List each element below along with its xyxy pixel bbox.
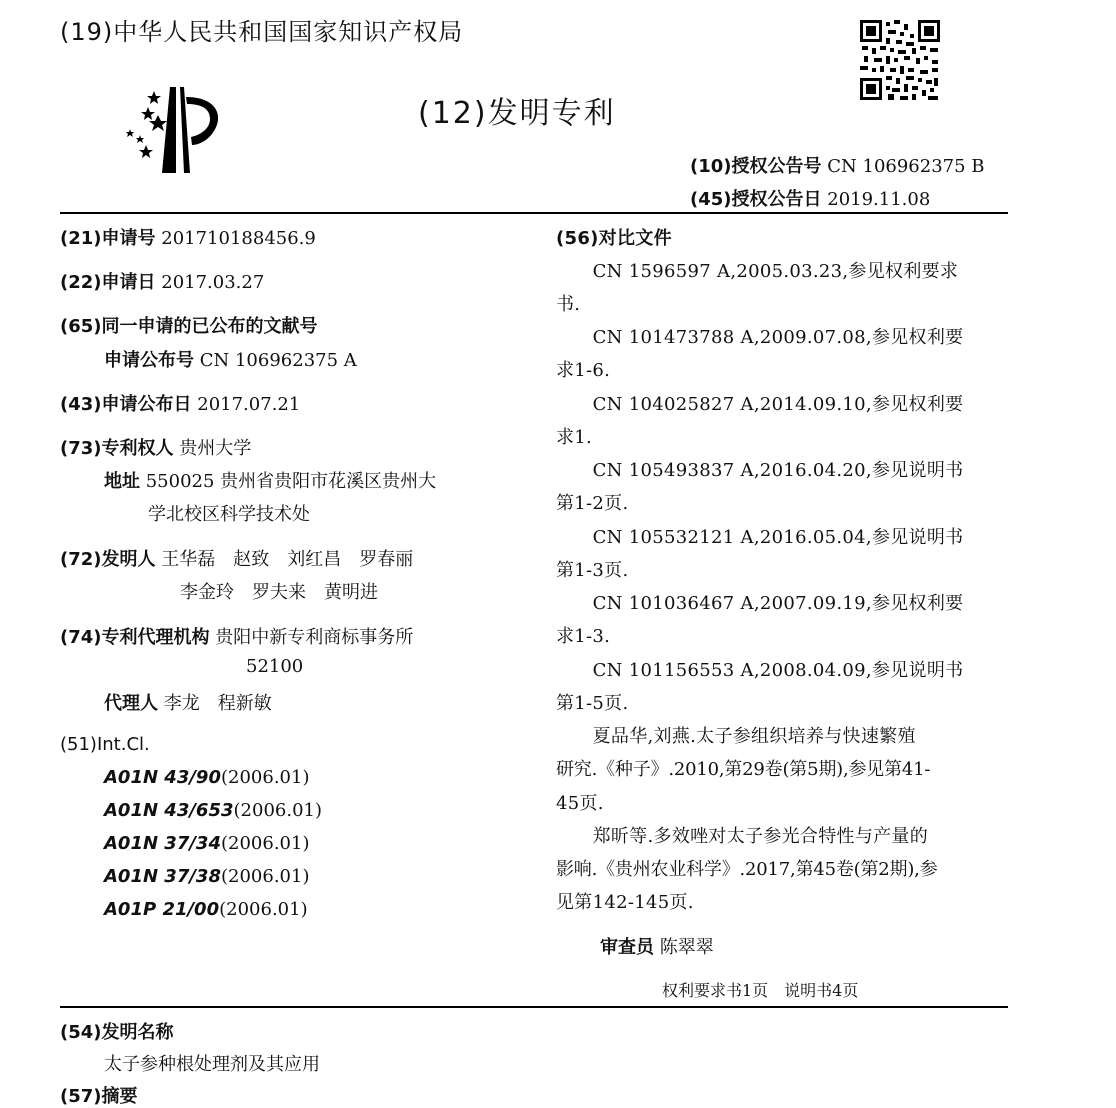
ipc-item xyxy=(104,767,309,788)
reference-line: 第1-3页. xyxy=(556,560,629,581)
agency-label: (74)专利代理机构 xyxy=(60,627,210,648)
app-date-row xyxy=(60,268,264,294)
invention-title-label: (54)发明名称 xyxy=(60,1022,174,1043)
intcl-label: (51)Int.Cl. xyxy=(60,734,150,755)
grant-number-value: CN 106962375 B xyxy=(827,156,985,177)
invention-title-value: 太子参种根处理剂及其应用 xyxy=(104,1054,320,1075)
grant-date-label: (45)授权公告日 xyxy=(690,189,822,210)
page-count-info: 权利要求书1页 说明书4页 xyxy=(662,981,859,1000)
reference-line: 45页. xyxy=(556,793,604,814)
grant-date-row xyxy=(690,185,930,211)
footer-divider xyxy=(60,1006,1008,1008)
inventors-label: (72)发明人 xyxy=(60,549,156,570)
examiner-row xyxy=(600,933,714,959)
pub-date-label: (43)申请公布日 xyxy=(60,394,192,415)
inventors-line-1: 王华磊 赵致 刘红昌 罗春丽 xyxy=(161,549,414,570)
app-date-value: 2017.03.27 xyxy=(161,272,265,293)
references-label: (56)对比文件 xyxy=(556,228,672,249)
reference-line: CN 105532121 A,2016.05.04,参见说明书 xyxy=(556,527,964,548)
ipc-code: A01P 21/00 xyxy=(104,899,220,920)
ipc-version: (2006.01) xyxy=(220,833,310,854)
agency-value: 贵阳中新专利商标事务所 xyxy=(215,627,414,648)
address-row xyxy=(104,467,436,493)
reference-line: CN 104025827 A,2014.09.10,参见权利要 xyxy=(556,394,964,415)
reference-line: 郑昕等.多效唑对太子参光合特性与产量的 xyxy=(556,826,929,847)
ipc-version: (2006.01) xyxy=(220,767,310,788)
app-number-row xyxy=(60,224,316,250)
reference-line: CN 101036467 A,2007.09.19,参见权利要 xyxy=(556,593,964,614)
patentee-row xyxy=(60,434,251,460)
address-label: 地址 xyxy=(104,471,140,492)
agent-label: 代理人 xyxy=(104,693,158,714)
header-divider xyxy=(60,212,1008,214)
agency-row xyxy=(60,623,413,649)
office-name: (19)中华人民共和国国家知识产权局 xyxy=(60,18,464,46)
app-number-label: (21)申请号 xyxy=(60,228,156,249)
pub-date-row xyxy=(60,390,300,416)
patentee-label: (73)专利权人 xyxy=(60,438,174,459)
inventors-line-2: 李金玲 罗夫来 黄明进 xyxy=(180,582,378,603)
address-line-1: 550025 贵州省贵阳市花溪区贵州大 xyxy=(145,471,437,492)
document-type: (12)发明专利 xyxy=(418,96,616,131)
reference-line: 第1-2页. xyxy=(556,493,629,514)
ipc-code: A01N 37/34 xyxy=(104,833,221,854)
pub-number-row xyxy=(104,346,357,372)
examiner-label: 审查员 xyxy=(600,937,654,958)
reference-line: 见第142-145页. xyxy=(556,892,694,913)
pub-number-value: CN 106962375 A xyxy=(199,350,357,371)
ipc-code: A01N 37/38 xyxy=(104,866,221,887)
pub-date-value: 2017.07.21 xyxy=(197,394,301,415)
reference-line: CN 1596597 A,2005.03.23,参见权利要求 xyxy=(556,261,959,282)
reference-line: 求1-3. xyxy=(556,626,611,647)
grant-number-row xyxy=(690,152,985,178)
ipc-item xyxy=(104,833,309,854)
reference-line: 书. xyxy=(556,294,581,315)
agent-row xyxy=(104,689,272,715)
grant-date-value: 2019.11.08 xyxy=(827,189,931,210)
inventors-row xyxy=(60,545,413,571)
address-line-2: 学北校区科学技术处 xyxy=(148,504,310,525)
abstract-label: (57)摘要 xyxy=(60,1086,138,1107)
cnipa-logo xyxy=(118,85,238,180)
ipc-item xyxy=(104,899,308,920)
reference-line: 求1. xyxy=(556,427,593,448)
ipc-version: (2006.01) xyxy=(219,899,308,920)
ipc-code: A01N 43/653 xyxy=(104,800,234,821)
app-number-value: 201710188456.9 xyxy=(161,228,316,249)
pub-number-label: 申请公布号 xyxy=(104,350,194,371)
ipc-code: A01N 43/90 xyxy=(104,767,221,788)
agency-code: 52100 xyxy=(246,656,304,677)
reference-line: 影响.《贵州农业科学》.2017,第45卷(第2期),参 xyxy=(556,859,938,880)
reference-line: 求1-6. xyxy=(556,360,611,381)
app-date-label: (22)申请日 xyxy=(60,272,156,293)
agent-value: 李龙 程新敏 xyxy=(163,693,272,714)
ipc-version: (2006.01) xyxy=(233,800,322,821)
ipc-item xyxy=(104,866,309,887)
reference-line: CN 101156553 A,2008.04.09,参见说明书 xyxy=(556,660,964,681)
reference-line: 第1-5页. xyxy=(556,693,629,714)
reference-line: 研究.《种子》.2010,第29卷(第5期),参见第41- xyxy=(556,759,931,780)
reference-line: CN 105493837 A,2016.04.20,参见说明书 xyxy=(556,460,964,481)
ipc-item xyxy=(104,800,322,821)
prior-publication-label: (65)同一申请的已公布的文献号 xyxy=(60,316,318,337)
examiner-value: 陈翠翠 xyxy=(659,937,714,958)
qr-code xyxy=(860,20,940,100)
patentee-value: 贵州大学 xyxy=(179,438,252,459)
reference-line: CN 101473788 A,2009.07.08,参见权利要 xyxy=(556,327,964,348)
grant-number-label: (10)授权公告号 xyxy=(690,156,822,177)
ipc-version: (2006.01) xyxy=(220,866,310,887)
reference-line: 夏品华,刘燕.太子参组织培养与快速繁殖 xyxy=(556,726,916,747)
